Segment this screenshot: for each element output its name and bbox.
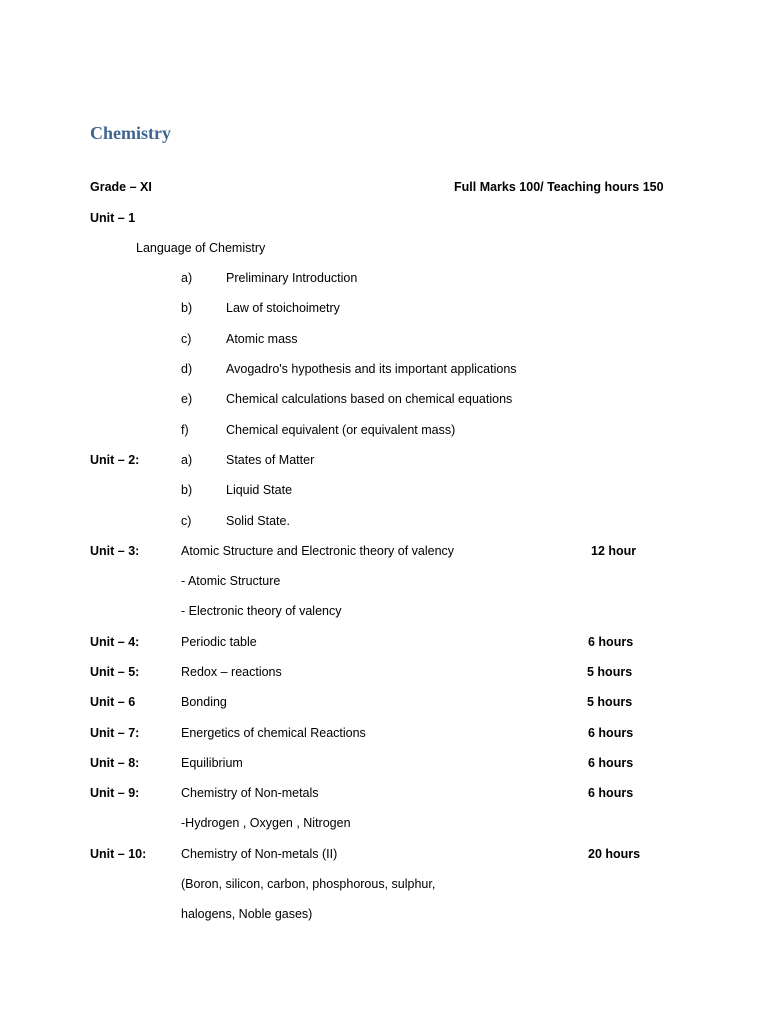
unit-3-subtopic: - Electronic theory of valency <box>181 604 342 618</box>
unit-2-item-letter: b) <box>181 483 193 497</box>
unit-10-hours: 20 hours <box>588 847 641 861</box>
unit-2-item-letter: c) <box>181 514 192 528</box>
unit-1-label: Unit – 1 <box>90 211 136 225</box>
unit-1-item-text: Law of stoichoimetry <box>226 301 340 315</box>
unit-9-hours: 6 hours <box>588 786 634 800</box>
unit-2-item-letter: a) <box>181 453 193 467</box>
unit-10-subtopic: (Boron, silicon, carbon, phosphorous, sulphur, <box>181 877 436 891</box>
unit-8-label: Unit – 8: <box>90 756 140 770</box>
unit-5-hours: 5 hours <box>587 665 633 679</box>
grade-label: Grade – XI <box>90 180 152 194</box>
unit-1-item-letter: b) <box>181 301 193 315</box>
unit-10-subtopic: halogens, Noble gases) <box>181 907 313 921</box>
unit-6-hours: 5 hours <box>587 695 633 709</box>
unit-4-hours: 6 hours <box>588 635 634 649</box>
unit-4-topic: Periodic table <box>181 635 257 649</box>
unit-1-item-letter: a) <box>181 271 193 285</box>
unit-7-label: Unit – 7: <box>90 726 140 740</box>
unit-6-topic: Bonding <box>181 695 227 709</box>
unit-1-item-text: Chemical equivalent (or equivalent mass) <box>226 423 456 437</box>
unit-8-topic: Equilibrium <box>181 756 243 770</box>
page-title: Chemistry <box>90 123 171 143</box>
unit-1-item-letter: f) <box>181 423 189 437</box>
unit-1-item-letter: d) <box>181 362 193 376</box>
unit-8-hours: 6 hours <box>588 756 634 770</box>
unit-9-label: Unit – 9: <box>90 786 140 800</box>
unit-3-label: Unit – 3: <box>90 544 140 558</box>
unit-1-item-text: Preliminary Introduction <box>226 271 358 285</box>
unit-5-label: Unit – 5: <box>90 665 140 679</box>
unit-10-label: Unit – 10: <box>90 847 147 861</box>
unit-7-topic: Energetics of chemical Reactions <box>181 726 366 740</box>
unit-1-item-text: Chemical calculations based on chemical equations <box>226 392 513 406</box>
unit-4-label: Unit – 4: <box>90 635 140 649</box>
unit-9-subtopic: -Hydrogen , Oxygen , Nitrogen <box>181 816 351 830</box>
unit-1-item-letter: c) <box>181 332 192 346</box>
unit-1-item-letter: e) <box>181 392 193 406</box>
marks-info: Full Marks 100/ Teaching hours 150 <box>454 180 664 194</box>
unit-5-topic: Redox – reactions <box>181 665 282 679</box>
unit-1-heading: Language of Chemistry <box>136 241 266 255</box>
unit-2-label: Unit – 2: <box>90 453 140 467</box>
unit-1-item-text: Atomic mass <box>226 332 298 346</box>
unit-9-topic: Chemistry of Non-metals <box>181 786 319 800</box>
unit-6-label: Unit – 6 <box>90 695 136 709</box>
unit-7-hours: 6 hours <box>588 726 634 740</box>
unit-2-item-text: Liquid State <box>226 483 293 497</box>
unit-3-hours: 12 hour <box>591 544 637 558</box>
unit-10-topic: Chemistry of Non-metals (II) <box>181 847 338 861</box>
unit-2-item-text: States of Matter <box>226 453 315 467</box>
unit-1-item-text: Avogadro's hypothesis and its important applications <box>226 362 517 376</box>
unit-3-subtopic: - Atomic Structure <box>181 574 281 588</box>
unit-2-item-text: Solid State. <box>226 514 290 528</box>
unit-3-topic: Atomic Structure and Electronic theory of valency <box>181 544 455 558</box>
